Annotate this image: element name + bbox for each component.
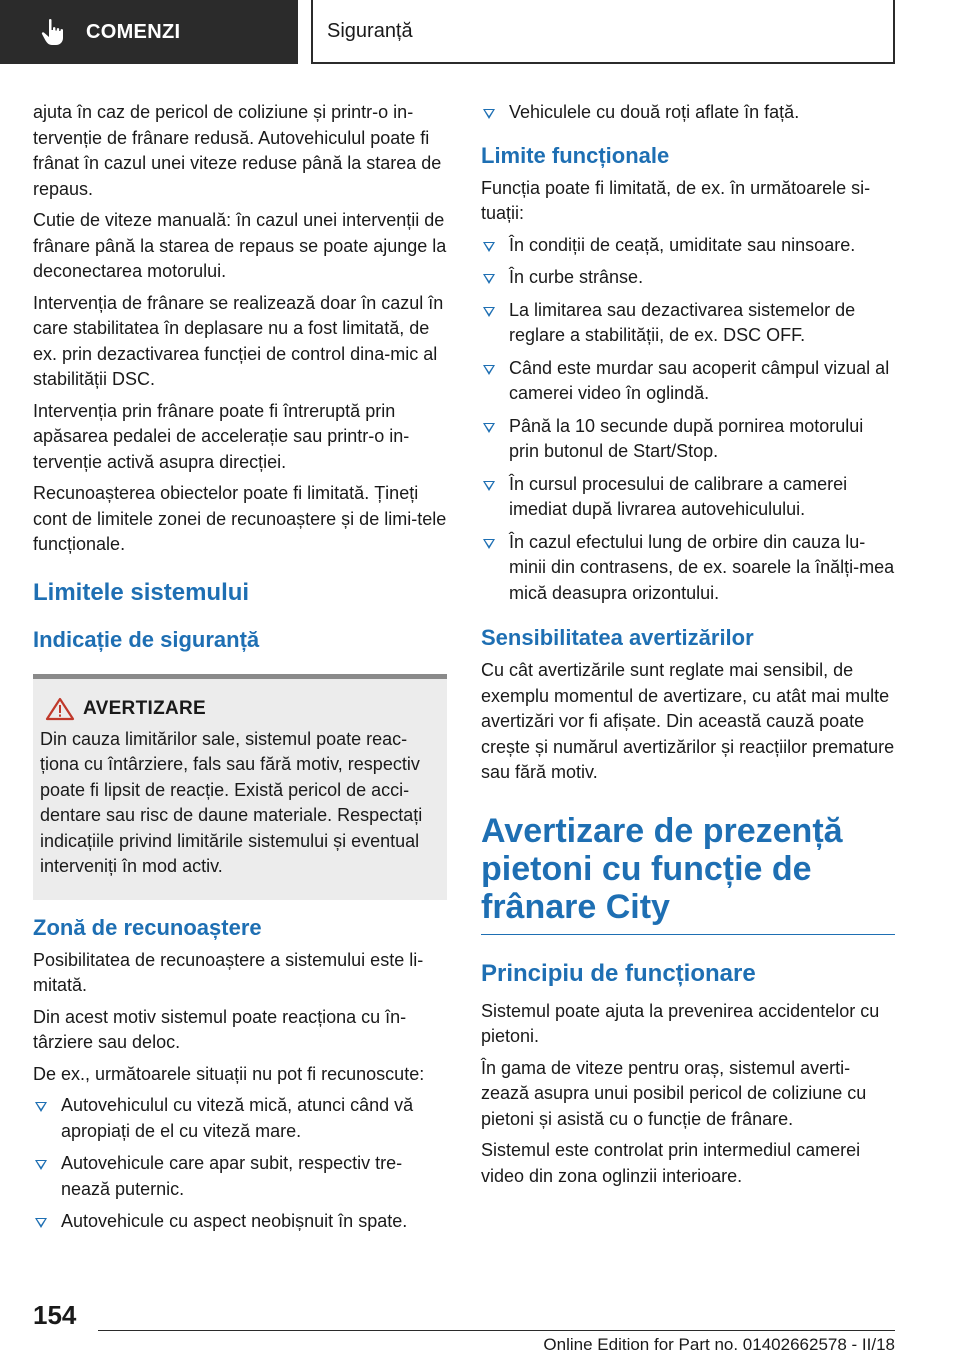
chapter-tab-label: COMENZI [86, 20, 181, 43]
right-column [481, 100, 895, 1195]
list-item: Autovehiculul cu viteză mică, atunci când vă apropiați de el cu viteză mare. [33, 1093, 447, 1144]
paragraph: În gama de viteze pentru oraș, sistemul averti-zează asupra unui posibil pericol de coliziune cu pietoni și asistă cu o funcție de frânare. [481, 1057, 867, 1129]
warning-title: AVERTIZARE [83, 697, 206, 719]
warning-triangle-icon [45, 697, 75, 721]
paragraph: ajuta în caz de pericol de coliziune și printr-o in-tervenție de frânare redusă. Autovehiculul poate fi frânat în cazul unei viteze reduse până la starea de repaus. [33, 102, 442, 199]
heading-recognition-zone: Zonă de recunoaștere [33, 914, 262, 940]
paragraph: Cutie de viteze manuală: în cazul unei intervenții de frânare până la starea de repaus se poate ajunge la deconectarea motorului. [33, 210, 447, 281]
heading-operating-principle: Principiu de funcționare [481, 959, 756, 987]
paragraph: Sistemul poate ajuta la prevenirea accidentelor cu pietoni. [481, 1000, 880, 1046]
triangle-bullet-icon [483, 539, 495, 549]
triangle-bullet-icon [35, 1102, 47, 1112]
section-title: Siguranță [311, 0, 895, 64]
paragraph: Intervenția prin frânare poate fi întreruptă prin apăsarea pedalei de accelerație sau printr-o in-tervenție activă asupra direcției. [33, 400, 410, 472]
heading-system-limits: Limitele sistemului [33, 578, 250, 606]
warning-text: Din cauza limitărilor sale, sistemul poate reac-ționa cu întârziere, fals sau fără motiv, respectiv poate fi lipsit de reacție. Există pericol de acci-dentare sau risc de daune materiale. Respectați indicațiile privind limitările sistemului și eventual interveniți în mod activ. [40, 728, 423, 876]
list-item: În cursul procesului de calibrare a camerei imediat după livrarea autovehiculului. [481, 472, 895, 523]
triangle-bullet-icon [483, 242, 495, 252]
chapter-tab[interactable] [0, 0, 298, 64]
heading-warning-sensitivity: Sensibilitatea avertizărilor [481, 625, 754, 650]
triangle-bullet-icon [35, 1160, 47, 1170]
bullet-list [481, 233, 895, 607]
triangle-bullet-icon [483, 365, 495, 375]
triangle-bullet-icon [483, 109, 495, 119]
hand-pointer-icon [40, 18, 66, 46]
page-number: 154 [33, 1300, 77, 1330]
list-item: În condiții de ceață, umiditate sau ninsoare. [481, 233, 895, 259]
edition-info: Online Edition for Part no. 01402662578 - II/18 [543, 1335, 895, 1354]
list-item: La limitarea sau dezactivarea sistemelor de reglare a stabilității, de ex. DSC OFF. [481, 298, 895, 349]
triangle-bullet-icon [35, 1218, 47, 1228]
list-item: Până la 10 secunde după pornirea motorului prin butonul de Start/Stop. [481, 414, 895, 465]
triangle-bullet-icon [483, 307, 495, 317]
list-item: În cazul efectului lung de orbire din cauza lu-minii din contrasens, de ex. soarele la înălți-mea mică deasupra orizontului. [481, 530, 895, 607]
footer-divider [98, 1330, 895, 1331]
heading-safety-note: Indicație de siguranță [33, 626, 260, 652]
list-item: Când este murdar sau acoperit câmpul vizual al camerei video în oglindă. [481, 356, 895, 407]
warning-box [33, 674, 447, 900]
paragraph: Funcția poate fi limitată, de ex. în următoarele si-tuații: [481, 177, 871, 223]
paragraph: Sistemul este controlat prin intermediul camerei video din zona oglinzii interioare. [481, 1140, 861, 1186]
heading-divider [481, 934, 895, 935]
heading-functional-limits: Limite funcționale [481, 142, 670, 168]
left-column [33, 100, 447, 1242]
paragraph: Recunoașterea obiectelor poate fi limitată. Țineți cont de limitele zonei de recunoaștere și de limi-tele funcționale. [33, 483, 447, 554]
paragraph: Cu cât avertizările sunt reglate mai sensibil, de exemplu momentul de avertizare, cu atât mai multe avertizări vor fi afișate. Din această cauză poate crește și numărul avertizărilor și reacțiilor premature sau fără motiv. [481, 660, 895, 782]
triangle-bullet-icon [483, 423, 495, 433]
list-item: Vehiculele cu două roți aflate în față. [481, 100, 895, 126]
paragraph: Posibilitatea de recunoaștere a sistemului este li-mitată. [33, 949, 424, 995]
list-item: Autovehicule cu aspect neobișnuit în spate. [33, 1209, 447, 1235]
bullet-list [481, 100, 895, 126]
paragraph: De ex., următoarele situații nu pot fi recunoscute: [33, 1063, 425, 1084]
heading-pedestrian-warning: Avertizare de prezență pietoni cu funcție de frânare City [481, 811, 843, 926]
triangle-bullet-icon [483, 274, 495, 284]
list-item: În curbe strânse. [481, 265, 895, 291]
paragraph: Intervenția de frânare se realizează doar în cazul în care stabilitatea în deplasare nu a fost limitată, de ex. prin dezactivarea funcției de control dina-mic al stabilității DSC. [33, 292, 444, 389]
paragraph: Din acest motiv sistemul poate reacționa cu în-târziere sau deloc. [33, 1006, 407, 1052]
list-item: Autovehicule care apar subit, respectiv tre-nează puternic. [33, 1151, 447, 1202]
triangle-bullet-icon [483, 481, 495, 491]
bullet-list [33, 1093, 447, 1235]
